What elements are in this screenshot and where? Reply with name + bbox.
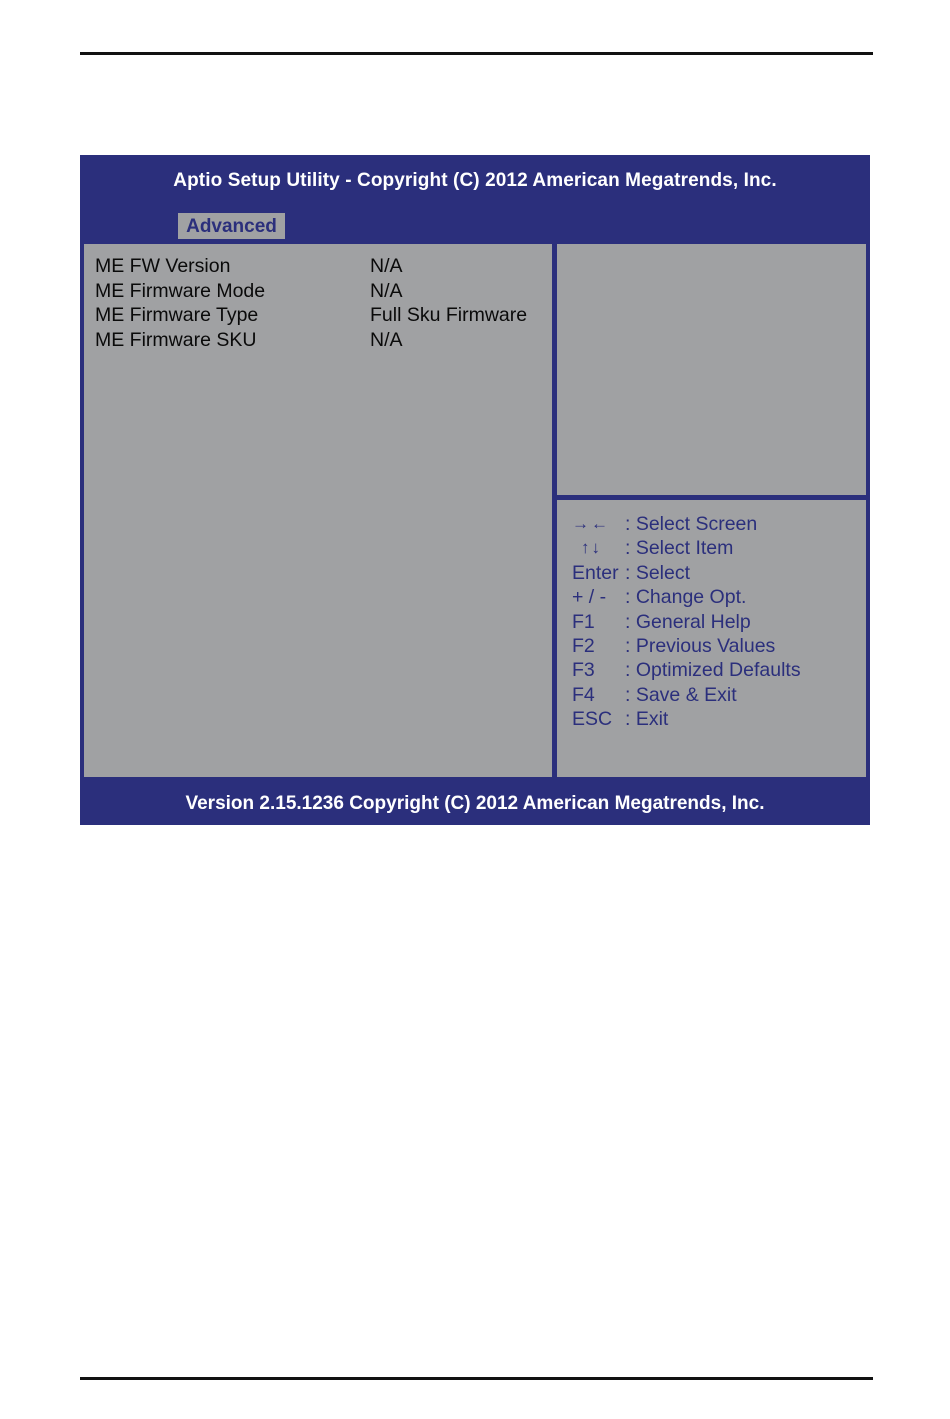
key-description: : General Help — [625, 610, 751, 633]
key-description: : Select — [625, 561, 691, 584]
key-legend-panel — [557, 500, 866, 777]
tab-bar — [80, 211, 870, 241]
tab-advanced[interactable]: Advanced — [178, 213, 285, 239]
setting-label: ME FW Version — [95, 255, 231, 277]
up-down-arrows-icon: ↑↓ — [581, 538, 602, 558]
setting-label: ME Firmware Mode — [95, 279, 266, 302]
key-name: F3 — [572, 659, 595, 682]
setting-label: ME Firmware Type — [95, 304, 259, 326]
setting-value: N/A — [370, 279, 403, 302]
bios-title: Aptio Setup Utility - Copyright (C) 2012 American Megatrends, Inc. — [173, 170, 777, 191]
key-description: : Exit — [625, 708, 669, 731]
bios-setup-screen — [80, 155, 870, 825]
key-name: F1 — [572, 610, 595, 633]
key-name: F4 — [572, 683, 595, 706]
page-top-rule — [80, 52, 873, 55]
key-name: F2 — [572, 634, 595, 657]
key-description: : Select Item — [625, 537, 734, 560]
key-description: : Optimized Defaults — [625, 659, 801, 682]
key-description: : Change Opt. — [625, 586, 747, 609]
bios-footer: Version 2.15.1236 Copyright (C) 2012 American Megatrends, Inc. — [185, 793, 765, 814]
item-help-panel — [557, 244, 866, 495]
setting-value: N/A — [370, 328, 403, 351]
key-description: : Previous Values — [625, 634, 776, 657]
key-description: : Save & Exit — [625, 683, 737, 706]
key-name: ESC — [572, 708, 613, 731]
settings-panel — [84, 244, 555, 777]
page-bottom-rule — [80, 1377, 873, 1380]
key-description: : Select Screen — [625, 513, 758, 535]
setting-value: N/A — [370, 255, 403, 277]
key-name: Enter — [572, 561, 619, 584]
left-right-arrows-icon: →← — [572, 514, 610, 533]
setting-value: Full Sku Firmware — [370, 304, 528, 326]
setting-label: ME Firmware SKU — [95, 328, 257, 351]
key-name: + / - — [572, 586, 607, 609]
